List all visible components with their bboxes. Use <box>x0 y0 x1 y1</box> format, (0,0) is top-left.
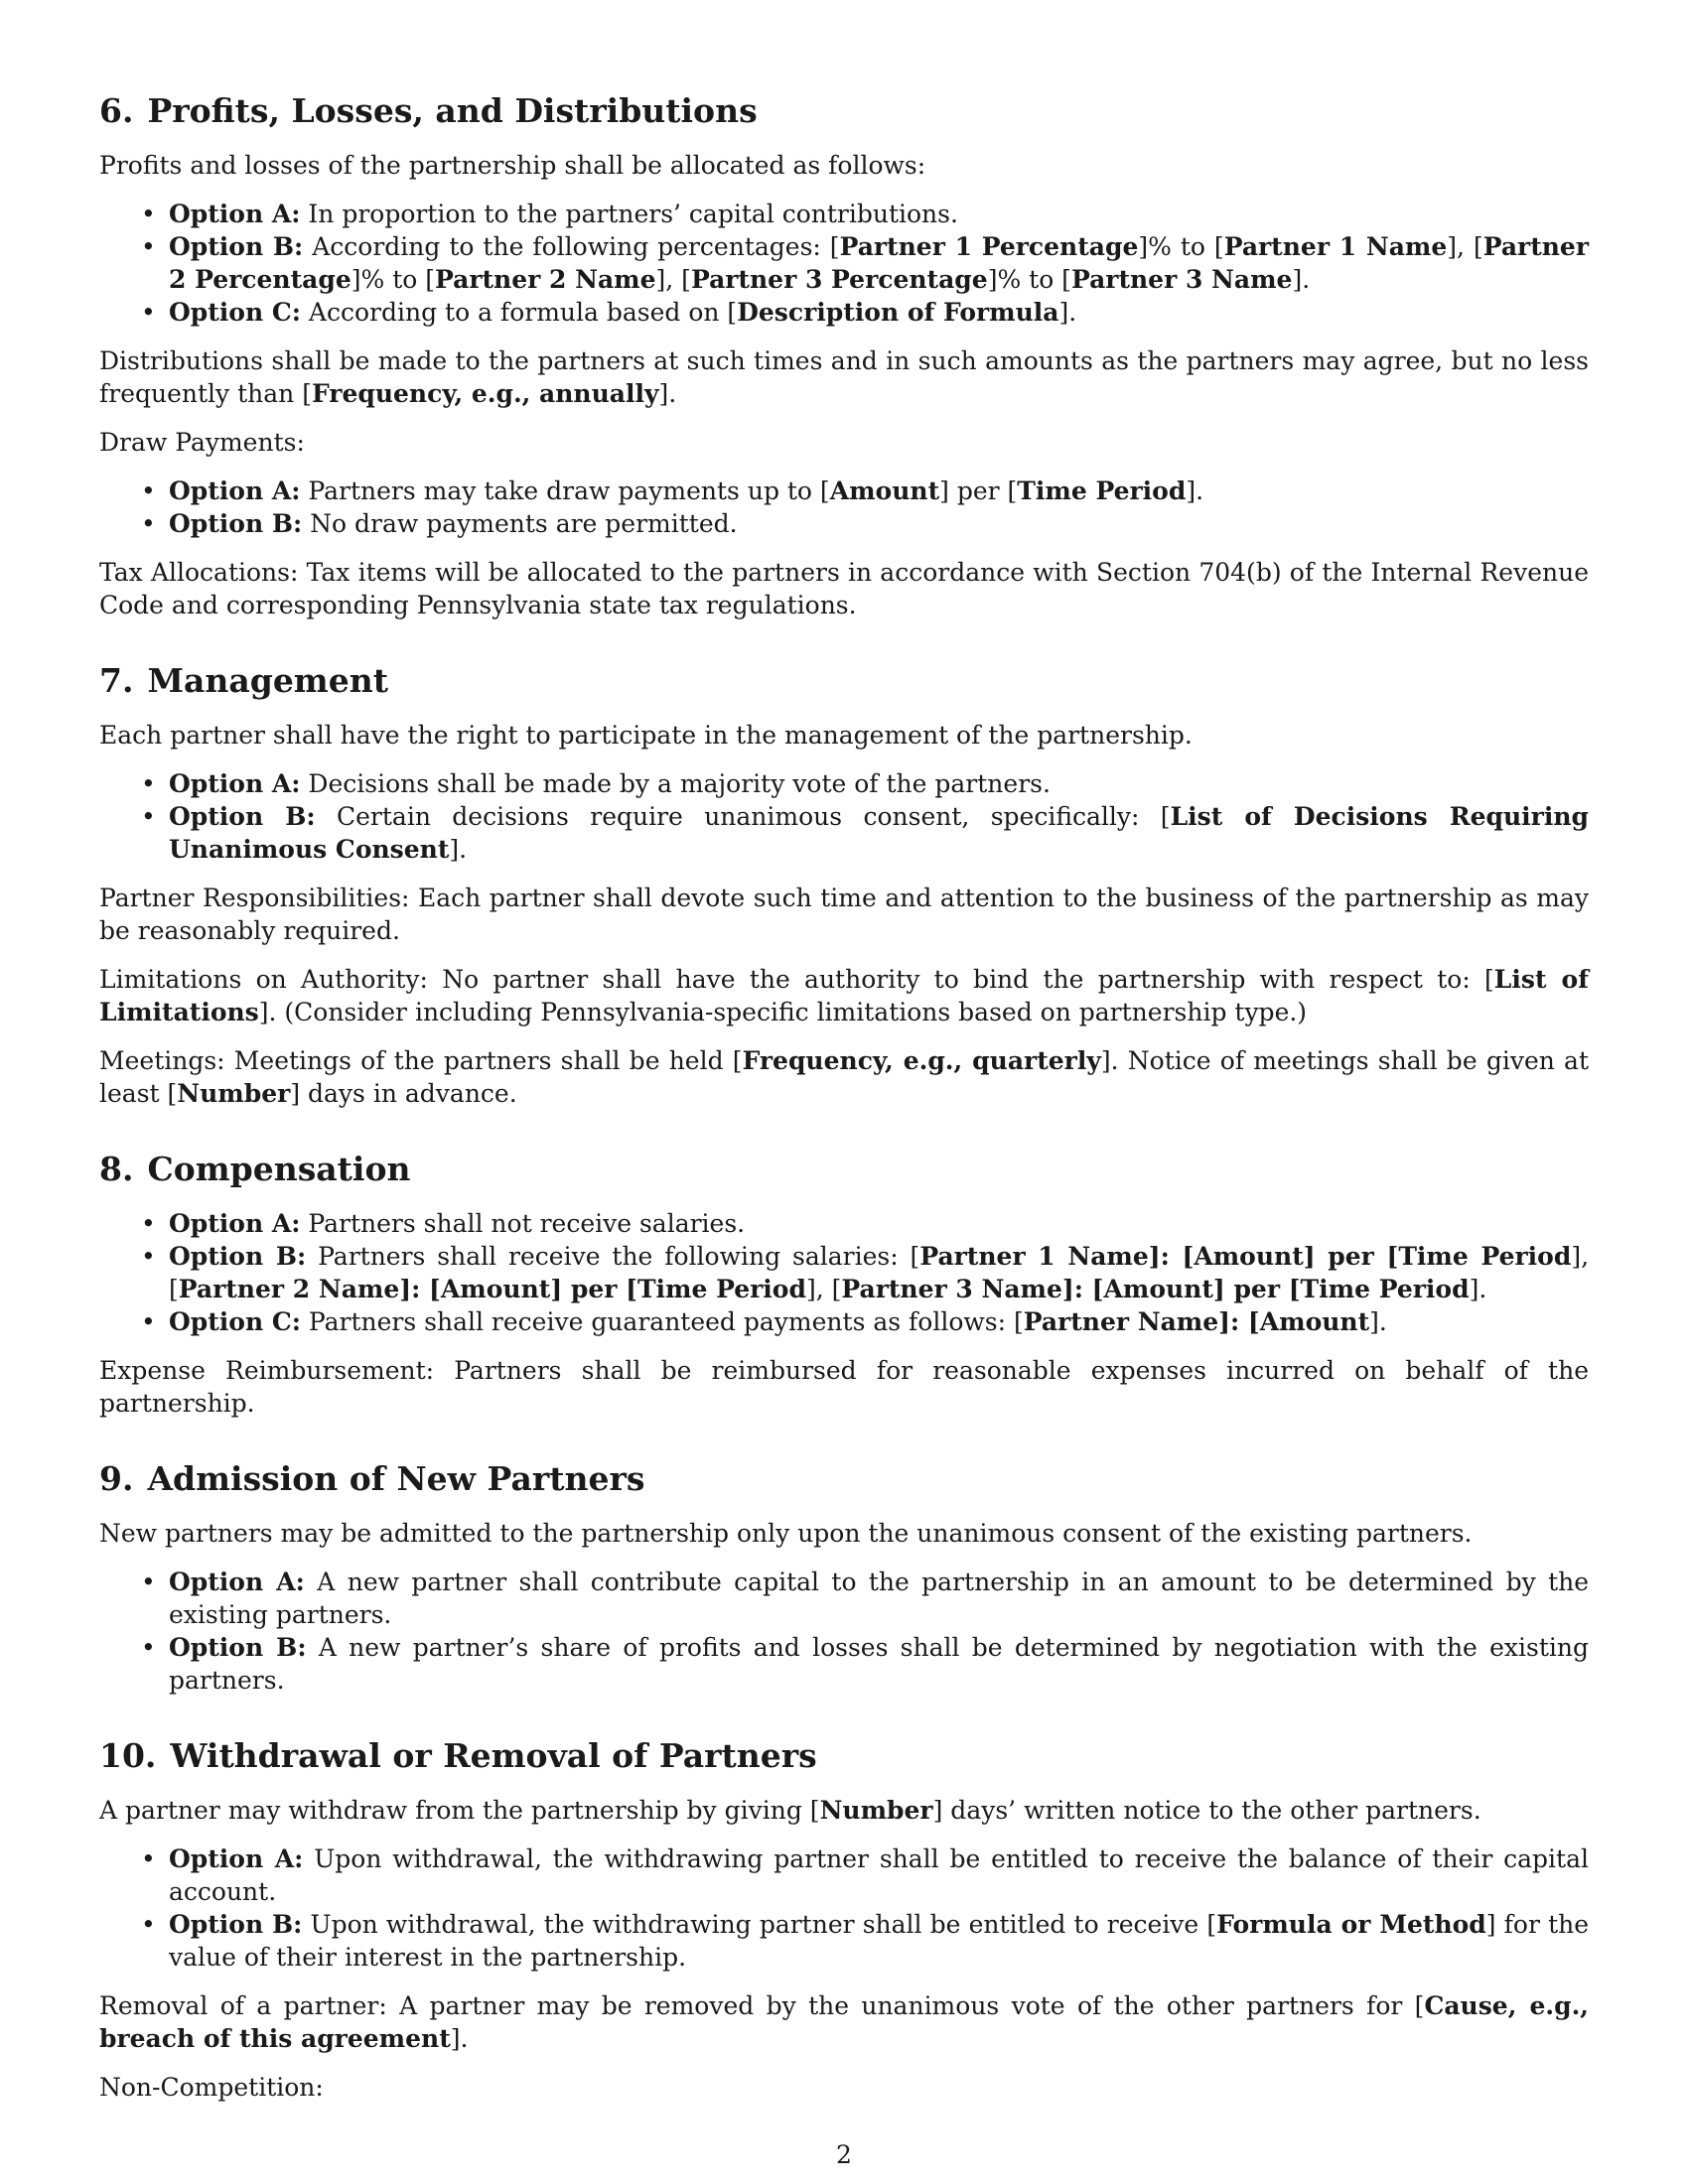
option-label: Option A: <box>169 1209 301 1238</box>
placeholder-field: Number <box>177 1079 291 1108</box>
meetings-paragraph <box>99 1044 1589 1110</box>
option-label: Option B: <box>169 802 316 831</box>
section-6 <box>99 91 1589 621</box>
option-label: Option C: <box>169 1307 301 1336</box>
placeholder-field: List of Decisions Requiring Unanimous Consent <box>169 802 1590 864</box>
list-item <box>169 198 1589 230</box>
section-10-heading <box>99 1736 1589 1776</box>
list-item <box>169 1908 1589 1974</box>
option-text: ]. <box>1058 298 1077 327</box>
placeholder-field: Time Period <box>636 1275 806 1303</box>
draw-options <box>99 475 1589 540</box>
option-label: Option A: <box>169 769 301 798</box>
placeholder-field: Partner 3 Name <box>841 1275 1062 1303</box>
list-item <box>169 800 1589 866</box>
paragraph-text: A partner may withdraw from the partnership by giving [ <box>99 1796 820 1825</box>
placeholder-field: Amount <box>829 477 940 505</box>
option-label: Option B: <box>169 1910 303 1939</box>
option-text: ], [ <box>169 1242 1590 1303</box>
option-text: ] for the value of their interest in the partnership. <box>169 1910 1590 1972</box>
paragraph-text: ]. <box>450 2024 469 2053</box>
option-text: Upon withdrawal, the withdrawing partner shall be entitled to receive [ <box>302 1910 1217 1939</box>
option-text: ]: [ <box>399 1275 441 1303</box>
placeholder-field: Time Period <box>1300 1275 1470 1303</box>
list-item <box>169 1305 1589 1338</box>
option-text: No draw payments are permitted. <box>302 509 738 538</box>
list-item <box>169 1843 1589 1908</box>
option-text: ]. <box>1186 477 1204 505</box>
list-item <box>169 1566 1589 1631</box>
placeholder-field: Partner 2 Percentage <box>169 232 1590 294</box>
placeholder-field: List of Limitations <box>99 965 1589 1026</box>
section-8 <box>99 1150 1589 1420</box>
option-label: Option A: <box>169 1844 304 1873</box>
paragraph-text: Meetings: Meetings of the partners shall be held [ <box>99 1046 743 1075</box>
placeholder-field: Cause, e.g., breach of this agreement <box>99 1991 1589 2053</box>
section-number: 8. <box>99 1150 134 1188</box>
section-title: Compensation <box>147 1150 411 1188</box>
placeholder-field: Amount <box>440 1275 551 1303</box>
withdrawal-intro <box>99 1794 1589 1827</box>
paragraph-text: ]. Notice of meetings shall be given at least [ <box>99 1046 1590 1108</box>
section-title: Profits, Losses, and Distributions <box>147 91 758 130</box>
option-label: Option B: <box>169 232 304 261</box>
section-9 <box>99 1459 1589 1697</box>
allocation-intro: Profits and losses of the partnership shall be allocated as follows: <box>99 151 926 180</box>
placeholder-field: Partner 1 Percentage <box>839 232 1139 261</box>
section-9-heading <box>99 1459 1589 1499</box>
section-title: Withdrawal or Removal of Partners <box>170 1736 817 1775</box>
option-text: In proportion to the partners’ capital contributions. <box>300 200 958 228</box>
paragraph-text: ]. <box>658 379 677 408</box>
list-item <box>169 1207 1589 1240</box>
document-page <box>99 91 1589 2143</box>
section-number: 10. <box>99 1736 157 1775</box>
placeholder-field: Time Period <box>1017 477 1187 505</box>
option-label: Option B: <box>169 1242 307 1271</box>
draw-payments-heading: Draw Payments: <box>99 428 305 457</box>
option-text: ], [ <box>805 1275 842 1303</box>
option-label: Option B: <box>169 1633 307 1662</box>
option-text: A new partner shall contribute capital to the partnership in an amount to be determined by the existing partners. <box>169 1568 1590 1629</box>
list-item <box>169 1631 1589 1697</box>
withdrawal-options <box>99 1843 1589 1974</box>
section-number: 6. <box>99 91 134 130</box>
option-text: A new partner’s share of profits and losses shall be determined by negotiation with the existing partners. <box>169 1633 1589 1695</box>
option-text: ] per [ <box>550 1275 637 1303</box>
placeholder-field: Formula or Method <box>1216 1910 1486 1939</box>
paragraph-text: ] days in advance. <box>290 1079 517 1108</box>
list-item <box>169 475 1589 507</box>
list-item <box>169 1240 1589 1305</box>
placeholder-field: Partner 1 Name <box>919 1242 1149 1271</box>
option-text: ]: [ <box>1061 1275 1104 1303</box>
option-text: Upon withdrawal, the withdrawing partner shall be entitled to receive the balance of their capital account. <box>169 1844 1589 1906</box>
option-label: Option A: <box>169 477 301 505</box>
section-number: 9. <box>99 1459 134 1498</box>
partner-responsibilities-paragraph: Partner Responsibilities: Each partner shall devote such time and attention to the business of the partnership as may be reasonably required. <box>99 884 1589 945</box>
paragraph-text: ] days’ written notice to the other partners. <box>932 1796 1481 1825</box>
option-text: ]: [ <box>1218 1307 1260 1336</box>
page-number: 2 <box>836 2140 852 2169</box>
placeholder-field: Amount <box>1103 1275 1213 1303</box>
placeholder-field: Partner 2 Name <box>435 265 656 294</box>
removal-paragraph <box>99 1989 1589 2055</box>
option-label: Option A: <box>169 200 301 228</box>
admission-intro: New partners may be admitted to the partnership only upon the unanimous consent of the existing partners. <box>99 1519 1473 1548</box>
paragraph-text: ]. (Consider including Pennsylvania-specific limitations based on partnership type.) <box>258 998 1308 1026</box>
section-6-heading <box>99 91 1589 131</box>
option-text: Certain decisions require unanimous consent, specifically: [ <box>315 802 1171 831</box>
option-text: ]. <box>1292 265 1311 294</box>
management-intro: Each partner shall have the right to participate in the management of the partnership. <box>99 721 1193 750</box>
list-item <box>169 767 1589 800</box>
section-10 <box>99 1736 1589 2104</box>
placeholder-field: Number <box>819 1796 933 1825</box>
list-item <box>169 296 1589 329</box>
placeholder-field: Amount <box>1259 1307 1370 1336</box>
section-number: 7. <box>99 661 134 700</box>
option-text: ]% to [ <box>987 265 1071 294</box>
option-text: According to the following percentages: [ <box>303 232 840 261</box>
placeholder-field: Partner 3 Percentage <box>690 265 988 294</box>
option-text: ] per [ <box>939 477 1018 505</box>
distributions-paragraph <box>99 344 1589 410</box>
tax-allocations-paragraph: Tax Allocations: Tax items will be allocated to the partners in accordance with Section 704(b) of the Internal Revenue Code and corresponding Pennsylvania state tax regulations. <box>99 558 1589 619</box>
option-text: ]: [ <box>1148 1242 1195 1271</box>
allocation-options <box>99 198 1589 329</box>
expense-reimbursement-paragraph: Expense Reimbursement: Partners shall be reimbursed for reasonable expenses incurred on behalf of the partnership. <box>99 1356 1589 1418</box>
list-item <box>169 230 1589 296</box>
placeholder-field: Partner Name <box>1023 1307 1219 1336</box>
option-label: Option B: <box>169 509 303 538</box>
section-7-heading <box>99 661 1589 701</box>
option-text: Partners shall receive guaranteed payments as follows: [ <box>300 1307 1024 1336</box>
paragraph-text: Limitations on Authority: No partner shall have the authority to bind the partnership with respect to: [ <box>99 965 1494 994</box>
option-text: ]% to [ <box>1138 232 1224 261</box>
option-text: According to a formula based on [ <box>300 298 738 327</box>
placeholder-field: Frequency, e.g., annually <box>311 379 659 408</box>
non-competition-heading: Non-Competition: <box>99 2073 324 2102</box>
option-text: ], [ <box>655 265 691 294</box>
section-7 <box>99 661 1589 1110</box>
placeholder-field: Partner 3 Name <box>1070 265 1293 294</box>
limitations-paragraph <box>99 963 1589 1028</box>
placeholder-field: Time Period <box>1398 1242 1572 1271</box>
option-label: Option A: <box>169 1568 305 1596</box>
placeholder-field: Amount <box>1194 1242 1304 1271</box>
option-text: Partners shall receive the following salaries: [ <box>306 1242 920 1271</box>
paragraph-text: Distributions shall be made to the partners at such times and in such amounts as the partners may agree, but no less frequently than [ <box>99 346 1589 408</box>
option-text: Decisions shall be made by a majority vote of the partners. <box>300 769 1051 798</box>
option-label: Option C: <box>169 298 301 327</box>
section-title: Admission of New Partners <box>147 1459 645 1498</box>
placeholder-field: Partner 1 Name <box>1223 232 1448 261</box>
list-item <box>169 507 1589 540</box>
placeholder-field: Partner 2 Name <box>178 1275 400 1303</box>
management-options <box>99 767 1589 866</box>
option-text: ]. <box>449 835 468 864</box>
placeholder-field: Description of Formula <box>737 298 1059 327</box>
option-text: Partners may take draw payments up to [ <box>300 477 830 505</box>
compensation-options <box>99 1207 1589 1338</box>
placeholder-field: Frequency, e.g., quarterly <box>742 1046 1101 1075</box>
option-text: ]. <box>1369 1307 1387 1336</box>
option-text: ] per [ <box>1212 1275 1301 1303</box>
option-text: ]% to [ <box>351 265 436 294</box>
section-title: Management <box>147 661 388 700</box>
option-text: ], [ <box>1447 232 1483 261</box>
paragraph-text: Removal of a partner: A partner may be removed by the unanimous vote of the other partners for [ <box>99 1991 1425 2020</box>
section-8-heading <box>99 1150 1589 1189</box>
admission-options <box>99 1566 1589 1697</box>
option-text: ] per [ <box>1303 1242 1399 1271</box>
option-text: ]. <box>1469 1275 1487 1303</box>
option-text: Partners shall not receive salaries. <box>300 1209 746 1238</box>
